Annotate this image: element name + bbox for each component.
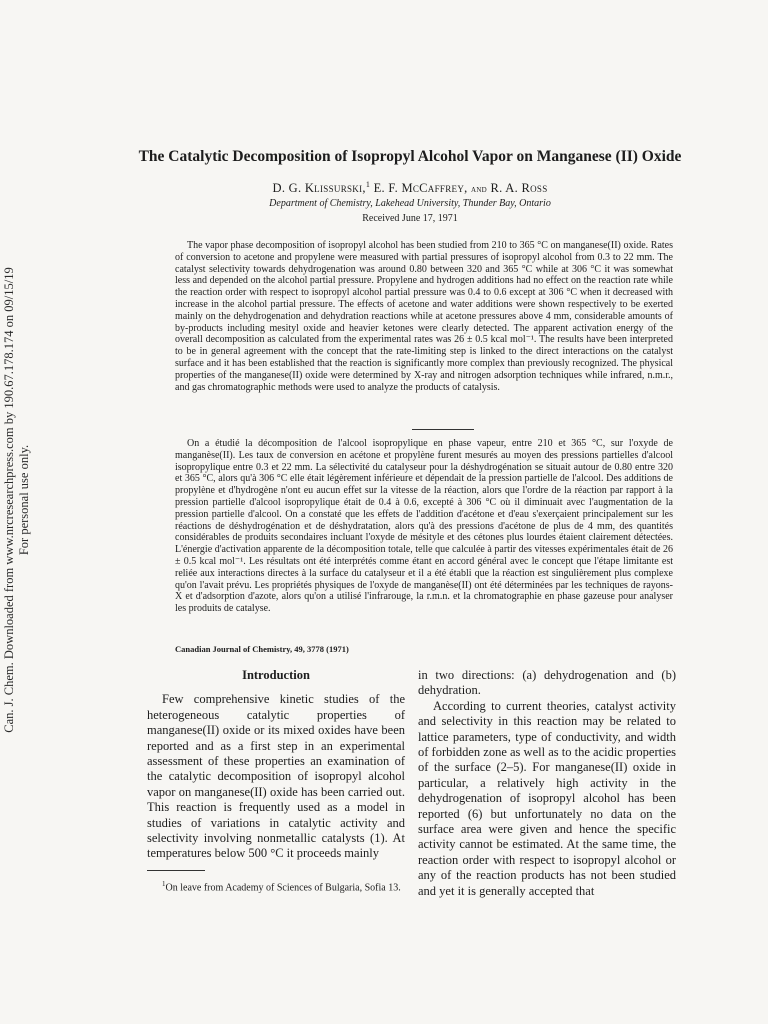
footnote-marker: 1 (162, 879, 166, 888)
affiliation: Department of Chemistry, Lakehead University, Thunder Bay, Ontario (269, 198, 551, 209)
journal-citation: Canadian Journal of Chemistry, 49, 3778 (1971) (175, 644, 349, 654)
author-1-initials: D. G. (272, 181, 305, 196)
body-column-left (147, 668, 405, 894)
download-watermark (2, 260, 38, 740)
footnote-text: On leave from Academy of Sciences of Bulgaria, Sofia 13. (165, 882, 401, 894)
author-3: R. A. Ross (487, 181, 548, 196)
author-1-surname: Klissurski, (304, 181, 366, 196)
footnote (147, 878, 405, 894)
introduction-heading: Introduction (242, 668, 310, 682)
received-date: Received June 17, 1971 (362, 213, 458, 224)
introduction-paragraph: Few comprehensive kinetic studies of the heterogeneous catalytic properties of manganese(II) oxide or its mixed oxides have been reported and as a first step in an experimental assessment of these properties an examination of the catalytic decomposition of isopropyl alcohol vapor on manganese(II) oxide has been carried out. This reaction is frequently used as a model in studies of variations in catalytic activity and selectivity involving nonmetallic catalysts (1). At temperatures below 500 °C it proceeds mainly (147, 692, 405, 861)
body-paragraph-continued: in two directions: (a) dehydrogenation and (b) dehydration. (418, 668, 676, 698)
download-notice: Can. J. Chem. Downloaded from www.nrcresearchpress.com by 190.67.178.174 on 09/15/19 (2, 267, 16, 733)
personal-use-notice: For personal use only. (17, 444, 31, 556)
body-paragraph: According to current theories, catalyst activity and selectivity in this reaction may be related to lattice parameters, type of conductivity, and width of forbidden zone as well as to the acidic properties of the surface (2–5). For manganese(II) oxide in particular, a relatively high activity in the dehydrogenation of isopropyl alcohol has been reported (6) but unfortunately no data on the surface area were given and hence the specific activity cannot be estimated. At the same time, the reaction order with respect to isopropyl alcohol or any of the reaction products has not been studied and yet it is generally accepted that (418, 698, 676, 898)
author-conjunction: and (470, 184, 488, 196)
abstract-english: The vapor phase decomposition of isopropyl alcohol has been studied from 210 to 365 °C on manganese(II) oxide. Rates of conversion to acetone and propylene were measured with partial pressures of isopropyl alcohol from 0.3 to 22 mm. The catalyst selectivity towards dehydrogenation was around 0.80 between 320 and 365 °C while at 306 °C it was somewhat less and depended on the alcohol partial pressure. Propylene and hydrogen additions had no effect on the reaction rate while the reaction order with respect to isopropyl alcohol partial pressure was 0.4 to 0.6 except at 306 °C when it decreased with increase in the alcohol partial pressure. The effects of acetone and water additions were shown respectively to be exerted mainly on the dehydrogenation and dehydration reactions while at acetone pressures above 4 mm, considerable amounts of by-products including mesityl oxide and heavier ketones were clearly detected. The apparent activation energy of the overall decomposition as calculated from the experimental rates was 26 ± 0.5 kcal mol⁻¹. The results have been interpreted to be in general agreement with the concept that the rate-limiting step is linked to the direct interactions on the catalyst surface and it has been established that the reaction is significantly more complex than previously recognized. The physical properties of the manganese(II) oxide were determined by X-ray and nitrogen adsorption techniques while infrared, n.m.r., and gas chromatographic methods were used to analyze the products of catalysis. (175, 240, 673, 393)
author-list (130, 180, 690, 196)
body-column-right (418, 668, 676, 899)
author-2: E. F. McCaffrey, (370, 181, 471, 196)
author-footnote-marker: 1 (365, 180, 371, 189)
footnote-divider (147, 870, 205, 871)
abstract-divider (412, 429, 474, 430)
abstract-french: On a étudié la décomposition de l'alcool isopropylique en phase vapeur, entre 210 et 365 °C, sur l'oxyde de manganèse(II). Les taux de conversion en acétone et propylène furent mesurés au moyen des pressions partielles d'alcool isopropylique entre 0.3 et 22 mm. La sélectivité du catalyseur pour la déshydrogénation se situait autour de 0.80 entre 320 et 365 °C, alors qu'à 306 °C elle était légèrement inférieure et dépendait de la pression partielle de l'alcool. Des additions de propylène et d'hydrogène n'ont eu aucun effet sur la vitesse de la réaction, alors que l'ordre de la réaction par rapport à la pression partielle d'alcool isopropylique était de 0.4 à 0.6, excepté à 306 °C où il diminuait avec l'augmentation de la pression partielle d'alcool. On a constaté que les effets de l'addition d'acétone et d'eau s'exerçaient principalement sur les réactions de déshydrogénation et de déshydratation, alors qu'à des pressions d'acétone de plus de 4 mm, des quantités considérables de produits secondaires incluant l'oxyde de mésityle et des cétones plus lourdes étaient clairement détectées. L'énergie d'activation apparente de la décomposition totale, telle que calculée à partir des vitesses expérimentales était de 26 ± 0.5 kcal mol⁻¹. Les résultats ont été interprétés comme étant en accord général avec le concept que l'étape limitante est reliée aux interactions directes à la surface du catalyseur et il a été établi que la réaction est singulièrement plus complexe qu'on l'avait prévu. Les propriétés physiques de l'oxyde de manganèse(II) ont été déterminées par les techniques de rayons-X et d'adsorption d'azote, alors qu'on a utilisé l'infrarouge, la r.m.n. et la chromatographie en phase gazeuse pour analyser les produits de catalyse. (175, 438, 673, 615)
article-title: The Catalytic Decomposition of Isopropyl Alcohol Vapor on Manganese (II) Oxide (138, 148, 682, 165)
